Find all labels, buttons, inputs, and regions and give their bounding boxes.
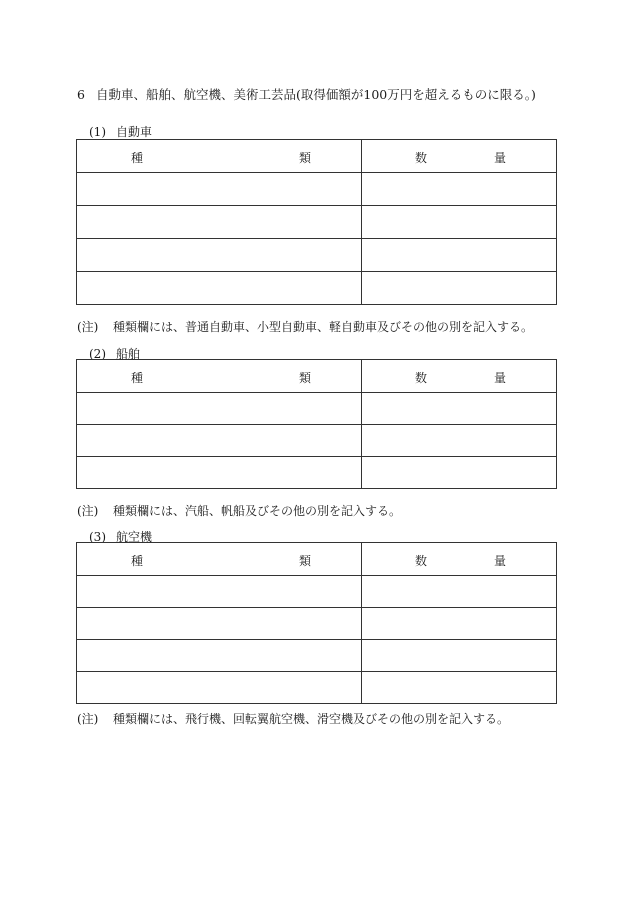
table-row xyxy=(77,206,557,239)
note-text: 種類欄には、普通自動車、小型自動車、軽自動車及びその他の別を記入する。 xyxy=(113,320,534,334)
table-row xyxy=(77,640,557,672)
section-title: 自動車、船舶、航空機、美術工芸品(取得価額が100万円を超えるものに限る。) xyxy=(96,87,536,102)
note-mark: (注) xyxy=(77,320,99,334)
kind-cell[interactable] xyxy=(77,393,362,425)
table-row xyxy=(77,457,557,489)
section-number: 6 xyxy=(77,87,85,102)
quantity-cell[interactable] xyxy=(362,640,557,672)
kind-column-header: 種 類 xyxy=(77,140,362,173)
kind-cell[interactable] xyxy=(77,206,362,239)
table-row xyxy=(77,672,557,704)
quantity-cell[interactable] xyxy=(362,239,557,272)
quantity-cell[interactable] xyxy=(362,272,557,305)
table-row xyxy=(77,425,557,457)
quantity-column-header: 数 量 xyxy=(362,140,557,173)
kind-cell[interactable] xyxy=(77,239,362,272)
quantity-cell[interactable] xyxy=(362,206,557,239)
quantity-cell[interactable] xyxy=(362,173,557,206)
note-mark: (注) xyxy=(77,712,99,726)
kind-cell[interactable] xyxy=(77,640,362,672)
kind-cell[interactable] xyxy=(77,672,362,704)
subsection-label: 航空機 xyxy=(116,530,153,544)
quantity-cell[interactable] xyxy=(362,393,557,425)
table-row xyxy=(77,576,557,608)
aircraft-table xyxy=(76,542,557,704)
ship-note xyxy=(77,502,401,519)
subsection-label: 船舶 xyxy=(116,347,141,361)
table-row xyxy=(77,608,557,640)
table-row xyxy=(77,272,557,305)
quantity-column-header: 数 量 xyxy=(362,543,557,576)
table-row xyxy=(77,239,557,272)
table-row xyxy=(77,173,557,206)
subsection-number: (2) xyxy=(89,347,106,361)
note-text: 種類欄には、汽船、帆船及びその他の別を記入する。 xyxy=(113,504,402,518)
kind-cell[interactable] xyxy=(77,576,362,608)
automobile-note xyxy=(77,318,533,335)
quantity-cell[interactable] xyxy=(362,608,557,640)
quantity-cell[interactable] xyxy=(362,576,557,608)
kind-column-header: 種 類 xyxy=(77,360,362,393)
quantity-column-header: 数 量 xyxy=(362,360,557,393)
subsection-label: 自動車 xyxy=(116,125,153,139)
subsection-title-automobile xyxy=(89,123,152,140)
subsection-number: (1) xyxy=(89,125,106,139)
kind-cell[interactable] xyxy=(77,425,362,457)
kind-column-header: 種 類 xyxy=(77,543,362,576)
section-heading xyxy=(77,85,536,103)
quantity-cell[interactable] xyxy=(362,672,557,704)
kind-cell[interactable] xyxy=(77,608,362,640)
aircraft-note xyxy=(77,710,509,727)
quantity-cell[interactable] xyxy=(362,425,557,457)
kind-cell[interactable] xyxy=(77,272,362,305)
kind-cell[interactable] xyxy=(77,457,362,489)
note-mark: (注) xyxy=(77,504,99,518)
quantity-cell[interactable] xyxy=(362,457,557,489)
note-text: 種類欄には、飛行機、回転翼航空機、滑空機及びその他の別を記入する。 xyxy=(113,712,510,726)
kind-cell[interactable] xyxy=(77,173,362,206)
subsection-number: (3) xyxy=(89,530,106,544)
table-row xyxy=(77,393,557,425)
automobile-table xyxy=(76,139,557,305)
ship-table xyxy=(76,359,557,489)
